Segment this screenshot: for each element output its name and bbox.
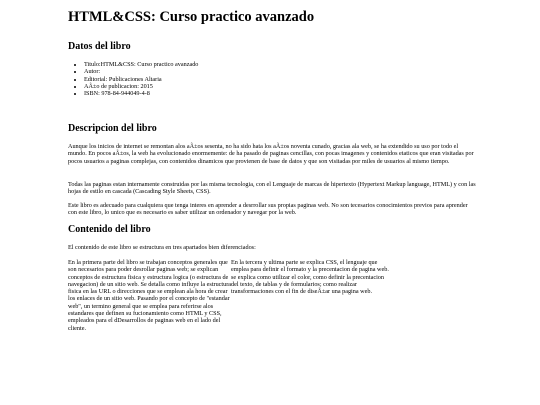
description-paragraph-3: Este libro es adecuado para cualquiera que tenga interes en aprender a desrrollar sus propias paginas web. No son tecesarios conocimientos previos para aprender con este libro, lo unico que es necesario es saber utilizar un ordenador y navegar por la web. — [68, 202, 468, 217]
list-item-editorial: • Editorial: Publicaciones Altaria — [84, 76, 204, 83]
description-paragraph-1: Aunque los inicios de internet se remontan alos aÃ±os sesenta, no ha sido hata los aÃ±os noventa cunado, gracias ala web, se ha extendido su uso por todo el mundo. En pocos aÃ±os, la web ha evolucionado enormemente: de ha pasado de paginas cencillas, con pocas imagenes y contenidos etaticos que eran visitadas por pocos usuarios a paginas complejas, con contenidos dinamicos que provienen de base de datos y que son visitadas por miles de usuarios al mismo tiempo. — [68, 143, 474, 165]
content-intro: El contenido de este libro se estructura en tres apartados bien diferenciados: — [68, 244, 256, 251]
book-data-list — [68, 61, 204, 97]
section-heading-descripcion: Descripcion del libro — [68, 123, 157, 134]
content-column-left: En la primera parte del libro se trabajan conceptos generales que son necesarios para poder desrollar paginas web; se explican conceptos de estructura fisica y estructura logica (o estructura de navegacion) de un sitio web. Se detalla como influye la estructura fisica en las URL o direcciones que se emplean ala hora de crear los enlaces de un sitio web. Pasando por el concepto de "estandar web", un termino general que se emplea para referirse alos estandares que definen su fucionamiento como HTML y CSS, empleados para el dDesarrollos de paginas web en el lado del cliente. — [68, 259, 232, 332]
content-column-right: En la tercera y ultima parte se explica CSS, el lenguaje que emplea para definir el formato y la precentacion de pagina web. se explica como utilizar el color, como definir la precentacion del texto, de tablas y de formularios; como realizar transformaciones con el fin de diseÃ±ar una pagina web. — [231, 259, 389, 296]
list-item-year: • AÃ±o de publicacion: 2015 — [84, 83, 204, 90]
section-heading-datos: Datos del libro — [68, 41, 131, 52]
list-item-titulo: • Titulo:HTML&CSS: Curso practico avanzado — [84, 61, 204, 68]
page-title: HTML&CSS: Curso practico avanzado — [68, 9, 315, 25]
section-heading-contenido: Contenido del libro — [68, 224, 151, 235]
list-item-autor: • Autor: — [84, 68, 204, 75]
description-paragraph-2: Todas las paginas estan internamente construidas por las misma tecnologia, con el Lenguaje de marcas de hipertexto (Hypertext Markup language, HTML) y con las hojas de estilo en cascada (Cascading Style Sheets, CSS). — [68, 181, 476, 196]
list-item-isbn: • ISBN: 978-84-944049-4-8 — [84, 90, 204, 97]
